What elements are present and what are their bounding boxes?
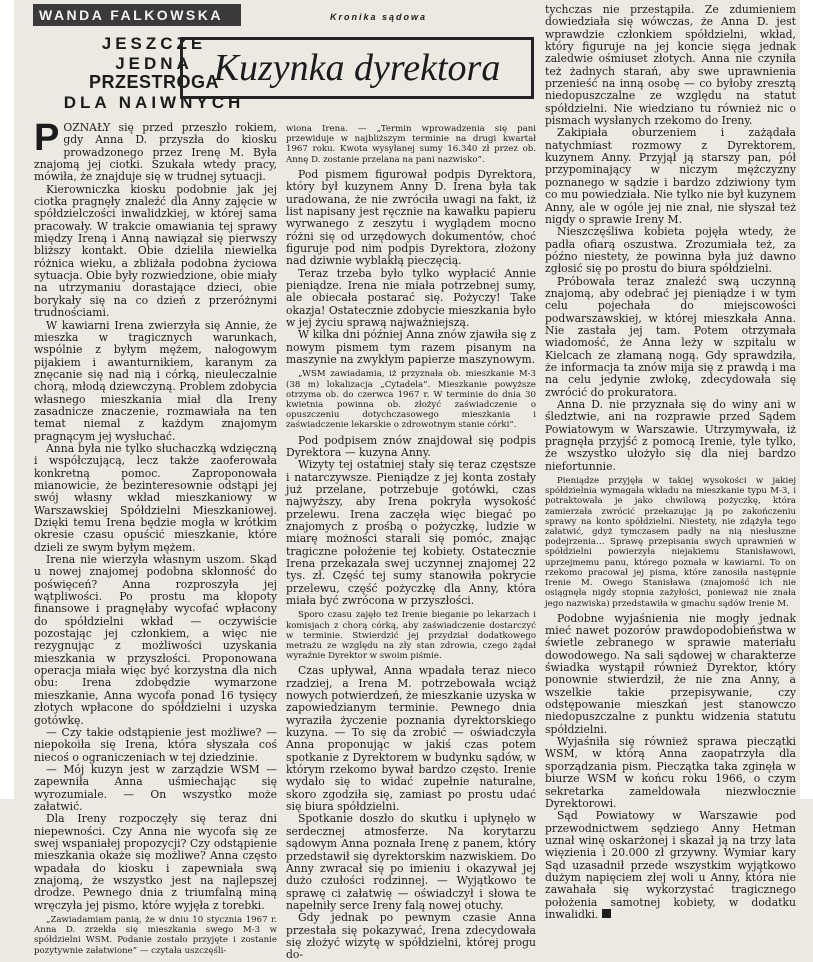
- paragraph: Próbowała teraz znaleźć swą uczynną znajomą, aby odebrać jej pieniądze i w tym celu pojechała do miejscowości podwarszawskiej, w której mieszkała Anna. Nie zastała jej tam. Potem otrzymała wiadomość, że Anna leży w szpitalu w Kielcach ze złamaną nogą. Gdy sprawdziła, że informacja ta znów mija się z prawdą i ma na celu jedynie zwłokę, zdecydowała się zwrócić do prokuratora.: [545, 274, 796, 399]
- paragraph: Sąd Powiatowy w Warszawie pod przewodnictwem sędziego Anny Hetman uznał winę oskarżonej i skazał ją na trzy lata więzienia i 20.000 zł grzywny. Wymiar kary Sąd uzasadnił przede wszystkim wyjątkowo dużym napięciem złej woli u Anny, która nie zawahała się wykorzystać tragicznego położenia samotnej kobiety, w dodatku inwalidki.: [545, 809, 796, 921]
- paragraph: tychczas nie przestąpiła. Ze zdumieniem dowiedziała się wówczas, że Anna D. jest wprawdzie członkiem spółdzielni, wkład, który figuruje na jej koncie sięga jednak zaledwie ośmiuset złotych. Anna nie czyniła też żadnych starań, aby swe uprawnienia przenieść na inną osobę — co byłoby zresztą niedopuszczalne ze względu na statut spółdzielni. Nie wiedziano tu również nic o pismach wysłanych rzekomo do Ireny.: [545, 3, 796, 128]
- kicker-line: PRZESTROGA: [88, 72, 219, 92]
- paragraph: Teraz trzeba było tylko wypłacić Annie pieniądze. Irena nie miała potrzebnej sumy, ale obiecała postarać się. Pożyczy! Take okazja! Ostatecznie zdobycie mieszkania było w jej życiu sprawą najważniejszą.: [286, 266, 536, 329]
- paragraph: — Mój kuzyn jest w zarządzie WSM — zapewniła Anna uśmiechając się wyrozumiale. — On wszystko może załatwić.: [34, 762, 277, 813]
- kicker-line: JESZCZE: [101, 34, 207, 53]
- quoted-letter: wiona Irena. — „Termin wprowadzenia się pani przewiduje w najbliższym terminie na drugi kwartał 1967 roku. Kwota wysyłanej sumy 16.340 zł przez ob. Annę D. zostanie przelana na pani nazwisko”.: [286, 124, 536, 165]
- quoted-letter: „WSM zawiadamia, iż przyznała ob. mieszkanie M-3 (38 m) lokalizacja „Cytadela”. Mieszkanie powyższe otrzyma ob. do czerwca 1967 r. W terminie do dnia 30 kwietnia powinna ob. złożyć zaświadczenie o opuszczeniu dotychczasowego mieszkania i zaświadczenie lekarskie o zdrowotnym stanie córki”.: [286, 369, 536, 431]
- paragraph: Spotkanie doszło do skutku i upłynęło w serdecznej atmosferze. Na korytarzu sądowym Anna poznała Irenę z panem, który przedstawił się dyrektorskim nazwiskiem. Do Anny zwracał się po imieniu i okazywał jej dużo czułości rodzinnej. — Wyjątkowo te sprawę ci załatwię — oświadczył i słowa te napełniły serce Ireny falą nowej otuchy.: [286, 812, 536, 912]
- paragraph: Anna D. nie przyznała się do winy ani w śledztwie, ani na rozprawie przed Sądem Powiatowym w Warszawie. Utrzymywała, iż pragnęła przyjść z pomocą Irenie, tyle tylko, że wszystko ułożyło się dla niej bardzo niefortunnie.: [545, 398, 796, 473]
- paragraph: Wizyty tej ostatniej stały się teraz częstsze i natarczywsze. Pieniądze z jej konta zostały już przelane, potrzebuje gotówki, czas najwyższy, aby Irena pokryła wysokość przelewu. Irena zaczęła więc biegać po znajomych z prośbą o pożyczkę, ludzie w miarę możności starali się pomóc, znając tragiczne położenie tej kobiety. Ostatecznie Irena przekazała swej uczynnej znajomej 22 tys. zł. Część tej sumy stanowiła pokrycie przelewu, część pożyczkę dla Anny, która miała być zwrócona w przyszłości.: [286, 458, 536, 607]
- left-margin: [0, 0, 14, 799]
- paragraph: — Czy takie odstąpienie jest możliwe? — niepokoiła się Irena, która słyszała coś niecoś o ograniczeniach w tej dziedzinie.: [34, 725, 277, 764]
- article-title: Kuzynka dyrektora: [213, 47, 501, 89]
- drop-cap: P: [34, 117, 60, 159]
- end-of-article-mark: [602, 909, 611, 918]
- paragraph: Anna była nie tylko słuchaczką wdzięczną i współczującą, lecz także zaoferowała konkretną pomoc. Zaproponowała mianowicie, że bezinteresownie odstąpi jej swój własny wkład mieszkaniowy w Warszawskiej Spółdzielni Mieszkaniowej. Dzięki temu Irena będzie mogła w krótkim okresie czasu opuścić mieszkanie, które dzieli ze swym byłym mężem.: [34, 441, 277, 554]
- text-column-3: [545, 3, 796, 921]
- article-title-box: [180, 37, 534, 99]
- paragraph: W kilka dni później Anna znów zjawiła się z nowym pismem tym razem pisanym na maszynie na zwykłym papierze maszynowym.: [286, 328, 536, 366]
- quoted-letter: „Zawiadamiam panią, że w dniu 10 stycznia 1967 r. Anna D. zrzekła się mieszkania swego M-3 w spółdzielni WSM. Podanie zostało przyjęte i zostanie pozytywnie załatwione” — czytała uszczęśli-: [34, 915, 277, 956]
- paragraph: Wyjaśniła się również sprawa pieczątki WSM, w którą Anna zaopatrzyła dla sporządzania pism. Pieczątka taka zginęła w biurze WSM w końcu roku 1966, o czym sekretarka zameldowała niezwłocznie Dyrektorowi.: [545, 735, 796, 810]
- paragraph: Nieszczęśliwa kobieta pojęła wtedy, że padła ofiarą oszustwa. Zrozumiała też, za późno niestety, że powinna była już dawno zgłosić się po prostu do biura spółdzielni.: [545, 225, 796, 276]
- section-rubric: Kronika sądowa: [330, 12, 428, 22]
- kicker-line: JEDNA: [115, 53, 193, 73]
- paragraph: Czas upływał, Anna wpadała teraz nieco rzadziej, a Irena M. potrzebowała wciąż nowych potwierdzeń, że mieszkanie uzyska w zapowiedzianym terminie. Pewnego dnia wyraziła życzenie poznania dyrektorskiego kuzyna. — To się da zrobić — oświadczyła Anna proponując w jakiś czas potem spotkanie z Dyrektorem w budynku sądów, w którym rzekomo bywał bardzo często. Irenie wydało się to widać zupełnie naturalne, skoro zgodziła się, zamiast po prostu udać się biura spółdzielni.: [286, 664, 536, 814]
- author-byline: WANDA FALKOWSKA: [33, 4, 241, 26]
- paragraph: POZNAŁY się przed przeszło rokiem, gdy Anna D. przyszła do kiosku prowadzonego przez Irenę M. Była znajomą jej ciotki. Szukała wtedy pracy, mówiła, że znajduje się w trudnej sytuacji.: [34, 117, 277, 184]
- paragraph: Pod podpisem znów znajdował się podpis Dyrektora — kuzyna Anny.: [286, 433, 536, 459]
- paragraph: Irena nie wierzyła własnym uszom. Skąd u nowej znajomej podobna skłonność do poświęceń? Anna rozproszyła jej wątpliwości. Po prostu ma kłopoty finansowe i pragnęłaby wycofać wpłacony do spółdzielni wkład — oczywiście pozostając jej członkiem, a więc nie rezygnując z możliwości uzyskania mieszkania w przyszłości. Proponowana operacja miała więc być korzystna dla nich obu: Irena zdobędzie wymarzone mieszkanie, Anna wycofa ponad 16 tysięcy złotych wpłacone do spółdzielni i uzyska gotówkę.: [34, 553, 277, 727]
- text-column-2: [286, 124, 536, 962]
- paragraph: Kierowniczka kiosku podobnie jak jej ciotka pragnęły znaleźć dla Anny zajęcie w spółdzielczości inwalidzkiej, w której sama pracowały. W trakcie omawiania tej sprawy między Ireną i Anną nawiązał się pierwszy bliższy kontakt. Obie dzieliła niewielka różnica wieku, a zbliżała podobna życiowa sytuacja. Obie były rozwiedzione, obie miały na utrzymaniu dorastające dzieci, obie borykały się na co dzień z przeróżnymi trudnościami.: [34, 182, 277, 320]
- paragraph: W kawiarni Irena zwierzyła się Annie, że mieszka w tragicznych warunkach, wspólnie z byłym mężem, nałogowym pijakiem i awanturnikiem, karanym za znęcanie się nad nią i córką, nieuleczalnie chorą, młodą dziewczyną. Problem zdobycia własnego mieszkania miał dla Ireny zasadnicze znaczenie, rozmawiała na ten temat niemal z każdym znajomym pragnącym jej wysłuchać.: [34, 318, 277, 443]
- right-margin: [800, 0, 813, 799]
- paragraph: Podobne wyjaśnienia nie mogły jednak mieć nawet pozorów prawdopodobieństwa w świetle zebranego w sprawie materiału dowodowego. Na sali sądowej w charakterze świadka wystąpił również Dyrektor, który ponownie stwierdził, że nie zna Anny, a wszelkie takie przepisywanie, czy odstępowanie mieszkań jest stanowczo niedopuszczalne z punktu widzenia statutu spółdzielni.: [545, 611, 796, 736]
- paragraph: Zakipiała oburzeniem i zażądała natychmiast rozmowy z Dyrektorem, kuzynem Anny. Przyjął ją starszy pan, pół przypominający w niczym mężczyzny poznanego w sądzie i bardzo zdziwiony tym co mu powiedziała. Nie tylko nie był kuzynem Anny, ale w ogóle jej nie znał, nie słyszał też nigdy o sprawie Ireny M.: [545, 126, 796, 226]
- paragraph: Gdy jednak po pewnym czasie Anna przestała się pokazywać, Irena zdecydowała się złożyć wizytę w spółdzielni, której progu do-: [286, 911, 536, 962]
- paragraph: Dla Ireny rozpoczęły się teraz dni niepewności. Czy Anna nie wycofa się ze swej wspaniałej propozycji? Czy odstąpienie mieszkania okaże się możliwe? Anna często wpadała do kiosku i zapewniała swą znajomą, że wszystko jest na najlepszej drodze. Pewnego dnia z triumfalną miną wręczyła jej pismo, które wyjęła z torebki.: [34, 812, 277, 912]
- small-print-note: Pieniądze przyjęła w takiej wysokości w jakiej spółdzielnia wymagała wkładu na mieszkanie typu M-3, i potraktowała je jako chwilową pożyczkę, która zamierzała zwrócić przekazując ją po zakończeniu sprawy na konto spółdzielni. Niestety, nie zdążyła tego załatwić, gdyż tymczasem padły na nią niesłuszne podejrzenia… Sprawę przepisania swych uprawnień w spółdzielni powierzyła niejakiemu Stanisławowi, uprzejmemu panu, którego poznała w kawiarni. To on rzekomo pracował jej pisma, które zanosiła następnie Irenie M. Owego Stanisława (znajomość ich nie osiągnęła nigdy stopnia zażyłości, ponieważ nie znała jego nazwiska) przedstawiła w gmachu sądów Irenie M.: [545, 476, 796, 609]
- paragraph: Pod pismem figurował podpis Dyrektora, który był kuzynem Anny D. Irena była tak uradowana, że nie zwróciła uwagi na fakt, iż list napisany jest ręcznie na kawałku papieru wyrwanego z zeszytu i wyglądem mocno różni się od urzędowych dokumentów, choć figuruje pod nim podpis Dyrektora, złożony nad dziwnie wyblakłą pieczęcią.: [286, 167, 536, 268]
- text-column-1: [34, 117, 277, 956]
- kicker-line: DLA NAIWNYCH: [63, 92, 245, 112]
- small-print-note: Sporo czasu zajęło też Irenie bieganie po lekarzach i komisjach z chorą córką, aby zaświadczenie dostarczyć w terminie. Stwierdzić jej przydział dodatkowego metrażu ze względu na zły stan zdrowia, czego żądał wyraźnie Dyrektor w swoim piśmie.: [286, 610, 536, 662]
